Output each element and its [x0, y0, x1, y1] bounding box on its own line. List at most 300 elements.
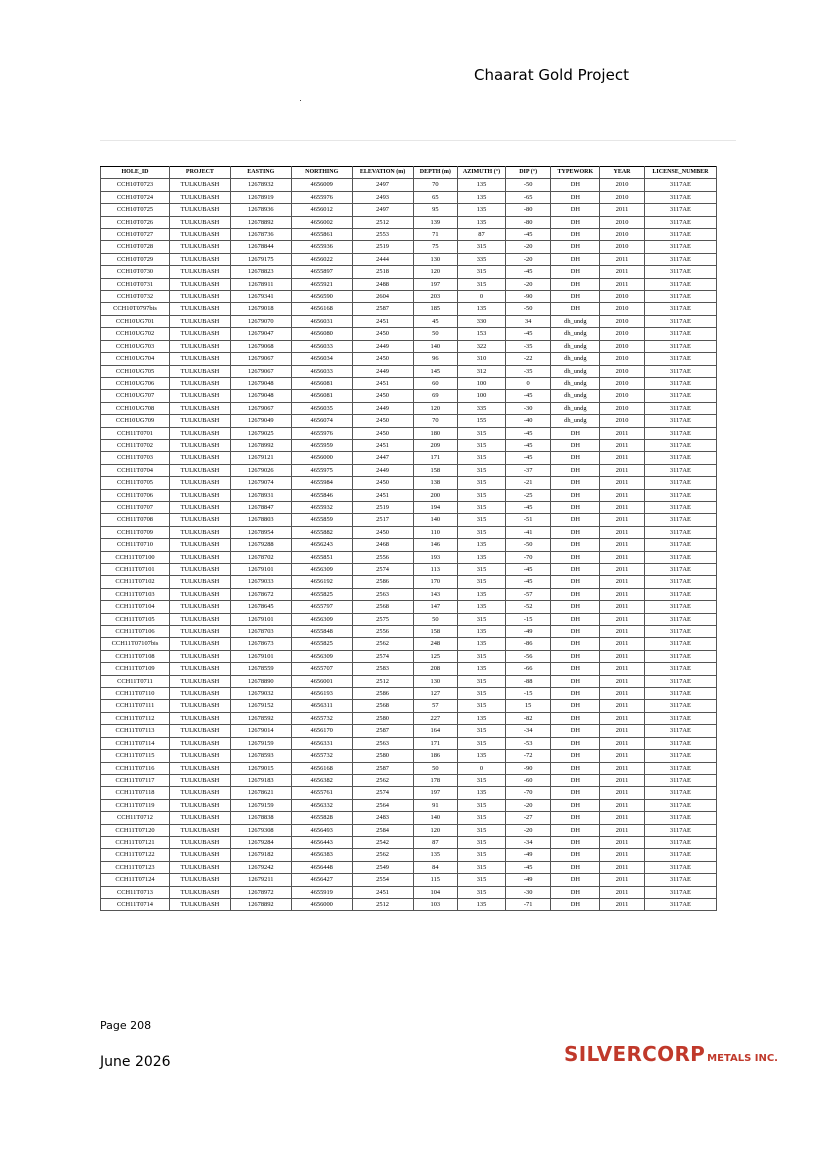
table-cell: 3117AE: [644, 365, 716, 377]
table-cell: 3117AE: [644, 278, 716, 290]
table-cell: 135: [458, 638, 506, 650]
table-cell: DH: [551, 812, 600, 824]
table-cell: TULKUBASH: [170, 241, 231, 253]
table-cell: 135: [458, 204, 506, 216]
table-cell: TULKUBASH: [170, 787, 231, 799]
table-cell: 4655846: [291, 489, 352, 501]
table-cell: 3117AE: [644, 551, 716, 563]
table-cell: 2450: [352, 427, 413, 439]
table-cell: -49: [505, 874, 551, 886]
table-cell: 2562: [352, 638, 413, 650]
table-cell: 135: [413, 849, 458, 861]
table-cell: CCH11T07112: [101, 712, 170, 724]
table-cell: 87: [458, 229, 506, 241]
table-row: [101, 638, 717, 650]
table-cell: DH: [551, 886, 600, 898]
table-row: [101, 564, 717, 576]
table-cell: 12679175: [230, 253, 291, 265]
table-cell: -51: [505, 514, 551, 526]
table-cell: 135: [458, 626, 506, 638]
table-row: [101, 353, 717, 365]
table-cell: 12678932: [230, 179, 291, 191]
column-header: PROJECT: [170, 167, 231, 179]
table-cell: -30: [505, 402, 551, 414]
table-row: [101, 836, 717, 848]
table-cell: 4656168: [291, 303, 352, 315]
table-cell: 4655732: [291, 750, 352, 762]
table-cell: TULKUBASH: [170, 390, 231, 402]
table-cell: -25: [505, 489, 551, 501]
table-row: [101, 452, 717, 464]
table-cell: 4655825: [291, 588, 352, 600]
table-cell: 12678593: [230, 750, 291, 762]
table-cell: dh_undg: [551, 328, 600, 340]
table-cell: 2562: [352, 774, 413, 786]
table-cell: 2011: [600, 613, 645, 625]
table-cell: 2011: [600, 725, 645, 737]
table-cell: 12678736: [230, 229, 291, 241]
table-cell: 2449: [352, 340, 413, 352]
table-cell: 12678972: [230, 886, 291, 898]
table-cell: 2586: [352, 688, 413, 700]
table-cell: 2011: [600, 539, 645, 551]
table-cell: 4655859: [291, 514, 352, 526]
table-cell: DH: [551, 253, 600, 265]
table-cell: 2010: [600, 241, 645, 253]
table-cell: CCH11T07100: [101, 551, 170, 563]
table-cell: 91: [413, 799, 458, 811]
table-cell: CCH10T0725: [101, 204, 170, 216]
table-row: [101, 266, 717, 278]
table-cell: 4656000: [291, 452, 352, 464]
table-cell: 57: [413, 700, 458, 712]
table-cell: TULKUBASH: [170, 340, 231, 352]
table-cell: 4656193: [291, 688, 352, 700]
table-cell: 12678892: [230, 216, 291, 228]
table-cell: 3117AE: [644, 874, 716, 886]
table-cell: 315: [458, 874, 506, 886]
table-cell: -20: [505, 253, 551, 265]
table-cell: 2011: [600, 737, 645, 749]
table-cell: 2010: [600, 415, 645, 427]
table-cell: DH: [551, 588, 600, 600]
table-cell: 130: [413, 253, 458, 265]
table-cell: 2450: [352, 353, 413, 365]
table-cell: 2574: [352, 787, 413, 799]
table-cell: 158: [413, 626, 458, 638]
table-row: [101, 601, 717, 613]
table-cell: 12678992: [230, 439, 291, 451]
table-cell: 4656081: [291, 390, 352, 402]
table-row: [101, 402, 717, 414]
table-cell: 158: [413, 464, 458, 476]
table-cell: TULKUBASH: [170, 650, 231, 662]
table-cell: TULKUBASH: [170, 576, 231, 588]
table-cell: CCH11T0705: [101, 477, 170, 489]
table-cell: 3117AE: [644, 477, 716, 489]
table-cell: CCH11T07120: [101, 824, 170, 836]
table-cell: 12678931: [230, 489, 291, 501]
table-cell: TULKUBASH: [170, 861, 231, 873]
table-row: [101, 762, 717, 774]
table-cell: 315: [458, 439, 506, 451]
table-cell: DH: [551, 241, 600, 253]
table-cell: -50: [505, 179, 551, 191]
document-date: June 2026: [100, 1054, 171, 1070]
table-cell: 335: [458, 402, 506, 414]
table-cell: 12679121: [230, 452, 291, 464]
table-cell: 2562: [352, 849, 413, 861]
table-cell: 248: [413, 638, 458, 650]
table-cell: 2451: [352, 315, 413, 327]
table-cell: 69: [413, 390, 458, 402]
table-cell: 12678621: [230, 787, 291, 799]
table-cell: CCH11T07124: [101, 874, 170, 886]
table-row: [101, 291, 717, 303]
table-cell: 3117AE: [644, 712, 716, 724]
table-cell: 185: [413, 303, 458, 315]
table-cell: -40: [505, 415, 551, 427]
table-cell: TULKUBASH: [170, 216, 231, 228]
table-cell: CCH10T0732: [101, 291, 170, 303]
table-cell: 12679101: [230, 650, 291, 662]
table-cell: 50: [413, 762, 458, 774]
table-cell: 2010: [600, 216, 645, 228]
table-cell: 12679047: [230, 328, 291, 340]
table-cell: CCH11T07123: [101, 861, 170, 873]
table-cell: 2554: [352, 874, 413, 886]
table-cell: 2518: [352, 266, 413, 278]
table-cell: 135: [458, 750, 506, 762]
table-cell: -45: [505, 229, 551, 241]
table-cell: dh_undg: [551, 365, 600, 377]
table-cell: DH: [551, 427, 600, 439]
table-row: [101, 725, 717, 737]
table-cell: TULKUBASH: [170, 700, 231, 712]
table-cell: 2449: [352, 365, 413, 377]
table-cell: CCH10UG703: [101, 340, 170, 352]
table-cell: 3117AE: [644, 824, 716, 836]
table-cell: TULKUBASH: [170, 812, 231, 824]
table-cell: 2011: [600, 526, 645, 538]
table-cell: 2011: [600, 774, 645, 786]
table-row: [101, 650, 717, 662]
table-cell: CCH10UG708: [101, 402, 170, 414]
table-cell: 322: [458, 340, 506, 352]
table-cell: 4655861: [291, 229, 352, 241]
table-cell: CCH11T0710: [101, 539, 170, 551]
table-cell: TULKUBASH: [170, 539, 231, 551]
table-cell: 2444: [352, 253, 413, 265]
table-cell: 2011: [600, 812, 645, 824]
table-cell: TULKUBASH: [170, 675, 231, 687]
table-cell: -20: [505, 241, 551, 253]
table-cell: 3117AE: [644, 539, 716, 551]
table-cell: 3117AE: [644, 452, 716, 464]
table-cell: DH: [551, 576, 600, 588]
table-cell: TULKUBASH: [170, 836, 231, 848]
table-cell: DH: [551, 303, 600, 315]
table-cell: 315: [458, 477, 506, 489]
table-cell: CCH11T0707: [101, 501, 170, 513]
table-cell: dh_undg: [551, 353, 600, 365]
table-cell: 2011: [600, 886, 645, 898]
table-cell: CCH11T07106: [101, 626, 170, 638]
table-cell: 4656080: [291, 328, 352, 340]
table-cell: TULKUBASH: [170, 179, 231, 191]
table-cell: 12678592: [230, 712, 291, 724]
table-cell: CCH11T0712: [101, 812, 170, 824]
table-cell: 4655936: [291, 241, 352, 253]
table-cell: 70: [413, 415, 458, 427]
table-cell: 4655851: [291, 551, 352, 563]
table-cell: 4656168: [291, 762, 352, 774]
table-cell: 2512: [352, 216, 413, 228]
table-cell: 12678823: [230, 266, 291, 278]
table-cell: 12679033: [230, 576, 291, 588]
table-cell: DH: [551, 836, 600, 848]
table-cell: 3117AE: [644, 650, 716, 662]
table-cell: 3117AE: [644, 216, 716, 228]
table-row: [101, 439, 717, 451]
table-cell: 3117AE: [644, 799, 716, 811]
table-cell: 315: [458, 464, 506, 476]
table-cell: CCH11T07114: [101, 737, 170, 749]
table-cell: 70: [413, 179, 458, 191]
table-cell: 2497: [352, 179, 413, 191]
table-cell: TULKUBASH: [170, 377, 231, 389]
table-cell: 4656590: [291, 291, 352, 303]
table-cell: DH: [551, 439, 600, 451]
table-cell: CCH10UG706: [101, 377, 170, 389]
table-cell: DH: [551, 526, 600, 538]
table-cell: TULKUBASH: [170, 278, 231, 290]
table-cell: TULKUBASH: [170, 601, 231, 613]
table-cell: 315: [458, 278, 506, 290]
table-cell: 12679068: [230, 340, 291, 352]
table-cell: TULKUBASH: [170, 489, 231, 501]
table-cell: -37: [505, 464, 551, 476]
table-cell: 2512: [352, 675, 413, 687]
table-cell: 12679014: [230, 725, 291, 737]
table-cell: TULKUBASH: [170, 762, 231, 774]
table-cell: TULKUBASH: [170, 898, 231, 910]
table-cell: 4655848: [291, 626, 352, 638]
table-cell: 12678672: [230, 588, 291, 600]
table-cell: 3117AE: [644, 402, 716, 414]
table-cell: 3117AE: [644, 353, 716, 365]
table-cell: 0: [458, 291, 506, 303]
table-cell: DH: [551, 204, 600, 216]
table-cell: CCH10T0731: [101, 278, 170, 290]
table-cell: 2449: [352, 464, 413, 476]
table-cell: 135: [458, 601, 506, 613]
table-cell: 2011: [600, 663, 645, 675]
table-cell: CCH11T07104: [101, 601, 170, 613]
column-header: DIP (°): [505, 167, 551, 179]
table-cell: CCH11T07108: [101, 650, 170, 662]
table-cell: 2568: [352, 601, 413, 613]
table-cell: DH: [551, 191, 600, 203]
table-cell: 2451: [352, 439, 413, 451]
table-cell: 208: [413, 663, 458, 675]
table-cell: TULKUBASH: [170, 204, 231, 216]
table-cell: 2010: [600, 328, 645, 340]
table-cell: 4656170: [291, 725, 352, 737]
table-cell: 12679288: [230, 539, 291, 551]
table-cell: 197: [413, 278, 458, 290]
table-cell: 310: [458, 353, 506, 365]
table-cell: -20: [505, 278, 551, 290]
column-header: ELEVATION (m): [352, 167, 413, 179]
table-cell: -49: [505, 849, 551, 861]
table-row: [101, 551, 717, 563]
table-cell: CCH11T07119: [101, 799, 170, 811]
table-cell: DH: [551, 688, 600, 700]
table-cell: 75: [413, 241, 458, 253]
table-cell: 315: [458, 613, 506, 625]
table-cell: 3117AE: [644, 464, 716, 476]
table-cell: CCH10T0727: [101, 229, 170, 241]
table-cell: 50: [413, 613, 458, 625]
table-cell: 2011: [600, 650, 645, 662]
table-cell: 3117AE: [644, 328, 716, 340]
table-cell: 12679182: [230, 849, 291, 861]
table-cell: DH: [551, 849, 600, 861]
column-header: LICENSE_NUMBER: [644, 167, 716, 179]
table-row: [101, 464, 717, 476]
table-cell: DH: [551, 291, 600, 303]
table-body: [101, 179, 717, 911]
table-row: [101, 303, 717, 315]
table-cell: 4656081: [291, 377, 352, 389]
table-cell: DH: [551, 179, 600, 191]
table-cell: DH: [551, 663, 600, 675]
table-cell: 2011: [600, 861, 645, 873]
table-cell: 12679211: [230, 874, 291, 886]
table-cell: 12679048: [230, 377, 291, 389]
table-cell: DH: [551, 638, 600, 650]
table-cell: 315: [458, 737, 506, 749]
table-cell: -72: [505, 750, 551, 762]
table-cell: 315: [458, 514, 506, 526]
table-cell: 2447: [352, 452, 413, 464]
table-cell: TULKUBASH: [170, 588, 231, 600]
table-cell: CCH10UG705: [101, 365, 170, 377]
table-cell: 12679067: [230, 353, 291, 365]
table-cell: 4655921: [291, 278, 352, 290]
table-cell: 4655984: [291, 477, 352, 489]
table-cell: 4656332: [291, 799, 352, 811]
table-cell: TULKUBASH: [170, 824, 231, 836]
table-cell: CCH11T07115: [101, 750, 170, 762]
table-cell: 3117AE: [644, 812, 716, 824]
table-cell: DH: [551, 700, 600, 712]
table-cell: 153: [458, 328, 506, 340]
table-row: [101, 898, 717, 910]
table-cell: 2011: [600, 204, 645, 216]
table-cell: 95: [413, 204, 458, 216]
table-row: [101, 799, 717, 811]
table-cell: 2011: [600, 874, 645, 886]
table-cell: 140: [413, 340, 458, 352]
table-cell: 135: [458, 539, 506, 551]
silvercorp-logo: [564, 1042, 778, 1066]
table-cell: 12678919: [230, 191, 291, 203]
table-cell: 4656000: [291, 898, 352, 910]
table-cell: 2010: [600, 179, 645, 191]
table-cell: 2563: [352, 737, 413, 749]
table-cell: 2587: [352, 725, 413, 737]
table-cell: 96: [413, 353, 458, 365]
header-dot: [300, 100, 301, 101]
table-cell: 45: [413, 315, 458, 327]
table-cell: 130: [413, 675, 458, 687]
table-cell: DH: [551, 712, 600, 724]
table-cell: 2010: [600, 377, 645, 389]
table-cell: 146: [413, 539, 458, 551]
table-cell: CCH10UG704: [101, 353, 170, 365]
table-cell: DH: [551, 626, 600, 638]
table-cell: DH: [551, 824, 600, 836]
table-cell: 4656493: [291, 824, 352, 836]
table-cell: 100: [458, 377, 506, 389]
table-cell: 3117AE: [644, 204, 716, 216]
table-cell: 4656448: [291, 861, 352, 873]
table-cell: 3117AE: [644, 626, 716, 638]
table-cell: CCH10T0723: [101, 179, 170, 191]
table-cell: CCH11T0703: [101, 452, 170, 464]
table-cell: DH: [551, 774, 600, 786]
table-row: [101, 278, 717, 290]
table-cell: CCH10T0728: [101, 241, 170, 253]
table-cell: 2586: [352, 576, 413, 588]
table-cell: -22: [505, 353, 551, 365]
table-cell: -88: [505, 675, 551, 687]
table-cell: 12678559: [230, 663, 291, 675]
table-cell: 12679049: [230, 415, 291, 427]
table-cell: 12678702: [230, 551, 291, 563]
table-cell: 84: [413, 861, 458, 873]
table-cell: 315: [458, 501, 506, 513]
table-cell: DH: [551, 650, 600, 662]
table-row: [101, 191, 717, 203]
table-cell: 4656035: [291, 402, 352, 414]
table-row: [101, 489, 717, 501]
table-cell: 2568: [352, 700, 413, 712]
table-cell: TULKUBASH: [170, 626, 231, 638]
table-cell: 12679070: [230, 315, 291, 327]
column-header: EASTING: [230, 167, 291, 179]
table-cell: 2010: [600, 390, 645, 402]
table-cell: 155: [458, 415, 506, 427]
table-cell: 3117AE: [644, 836, 716, 848]
table-cell: 12679048: [230, 390, 291, 402]
table-cell: 315: [458, 675, 506, 687]
table-cell: 315: [458, 650, 506, 662]
table-cell: 315: [458, 861, 506, 873]
table-cell: 4655975: [291, 464, 352, 476]
table-cell: 3117AE: [644, 613, 716, 625]
table-cell: 4656243: [291, 539, 352, 551]
table-row: [101, 415, 717, 427]
table-row: [101, 477, 717, 489]
column-header: TYPEWORK: [551, 167, 600, 179]
table-cell: 12678838: [230, 812, 291, 824]
table-cell: -27: [505, 812, 551, 824]
table-cell: 4656192: [291, 576, 352, 588]
table-cell: 2583: [352, 663, 413, 675]
